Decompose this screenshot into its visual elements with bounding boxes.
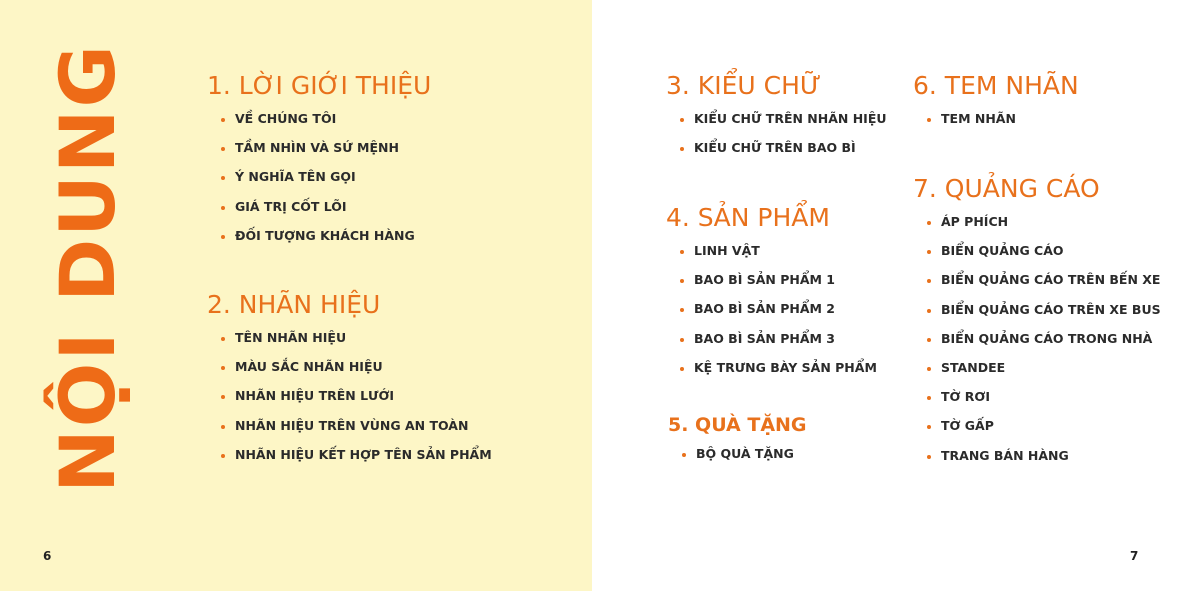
list-item-label: BIỂN QUẢNG CÁO: [941, 243, 1064, 259]
bullet: [221, 176, 225, 180]
bullet: [221, 118, 225, 122]
list-item: [913, 212, 1161, 241]
list-item: [207, 167, 431, 196]
section-1: [207, 71, 431, 255]
bullet: [927, 221, 931, 225]
section-heading: 5. QUÀ TẶNG: [668, 414, 807, 436]
bullet: [221, 454, 225, 458]
bullet: [680, 250, 684, 254]
list-item: [913, 416, 1161, 445]
list-item-label: TÊN NHÃN HIỆU: [235, 330, 347, 345]
list-item: [666, 109, 887, 138]
bullet: [680, 338, 684, 342]
list-item: [913, 358, 1161, 387]
list-item-label: BỘ QUÀ TẶNG: [696, 446, 794, 461]
bullet: [680, 367, 684, 371]
bullet: [927, 279, 931, 283]
list-item-label: BIỂN QUẢNG CÁO TRÊN BẾN XE: [941, 272, 1161, 288]
bullet: [680, 279, 684, 283]
section-heading: 1. LỜI GIỚI THIỆU: [207, 71, 432, 100]
list-item: [207, 416, 492, 445]
list-item-label: KIỂU CHỮ TRÊN BAO BÌ: [694, 140, 856, 156]
section-7: [913, 174, 1161, 475]
section-4: [666, 203, 877, 387]
list-item: [207, 197, 431, 226]
list-item: [666, 299, 877, 328]
list-item: [207, 138, 431, 167]
list-item: [207, 386, 492, 415]
bullet: [927, 425, 931, 429]
list-item-label: NHÃN HIỆU TRÊN LƯỚI: [235, 388, 395, 404]
bullet: [927, 396, 931, 400]
list-item-label: TEM NHÃN: [941, 111, 1016, 126]
bullet: [221, 337, 225, 341]
list-item-label: LINH VẬT: [694, 243, 760, 258]
list-item-label: VỀ CHÚNG TÔI: [235, 111, 337, 126]
section-heading: 6. TEM NHÃN: [913, 71, 1079, 100]
bullet: [221, 366, 225, 370]
bullet: [927, 367, 931, 371]
section-heading: 3. KIỂU CHỮ: [666, 71, 822, 100]
list-item-label: NHÃN HIỆU KẾT HỢP TÊN SẢN PHẨM: [235, 446, 492, 462]
list-item: [913, 270, 1161, 299]
list-item-label: BAO BÌ SẢN PHẨM 1: [694, 272, 835, 288]
bullet: [221, 425, 225, 429]
contents-title: NỘI DUNG: [43, 43, 132, 493]
section-2: [207, 290, 492, 474]
list-item-label: TẦM NHÌN VÀ SỨ MỆNH: [235, 140, 399, 156]
bullet: [680, 118, 684, 122]
list-item-label: NHÃN HIỆU TRÊN VÙNG AN TOÀN: [235, 417, 469, 433]
list-item-label: BAO BÌ SẢN PHẨM 3: [694, 330, 835, 346]
section-heading: 7. QUẢNG CÁO: [913, 174, 1100, 203]
list-item-label: KỆ TRƯNG BÀY SẢN PHẨM: [694, 359, 877, 375]
list-item-label: ÁP PHÍCH: [941, 214, 1009, 229]
bullet: [927, 338, 931, 342]
list-item: [913, 300, 1161, 329]
list-item-label: BIỂN QUẢNG CÁO TRÊN XE BUS: [941, 301, 1161, 317]
bullet: [927, 118, 931, 122]
bullet: [927, 250, 931, 254]
section-heading: 4. SẢN PHẨM: [666, 203, 830, 232]
bullet: [221, 206, 225, 210]
section-5: [668, 412, 807, 473]
list-item: [913, 446, 1161, 475]
page-number-left: 6: [43, 549, 52, 563]
list-item-label: BIỂN QUẢNG CÁO TRONG NHÀ: [941, 330, 1153, 346]
list-item: [913, 387, 1161, 416]
list-item: [666, 241, 877, 270]
list-item: [666, 358, 877, 387]
list-item: [207, 357, 492, 386]
list-item: [207, 109, 431, 138]
list-item-label: ĐỐI TƯỢNG KHÁCH HÀNG: [235, 227, 415, 243]
list-item: [668, 444, 807, 473]
section-heading: 2. NHÃN HIỆU: [207, 290, 381, 319]
bullet: [221, 395, 225, 399]
bullet: [680, 308, 684, 312]
list-item: [666, 270, 877, 299]
list-item: [207, 226, 431, 255]
section-3: [666, 71, 887, 167]
bullet: [682, 453, 686, 457]
bullet: [680, 147, 684, 151]
bullet: [221, 147, 225, 151]
list-item: [913, 241, 1161, 270]
list-item: [207, 445, 492, 474]
page-number-right: 7: [1130, 549, 1139, 563]
list-item-label: KIỂU CHỮ TRÊN NHÃN HIỆU: [694, 111, 887, 126]
section-6: [913, 71, 1079, 138]
bullet: [927, 309, 931, 313]
list-item: [207, 328, 492, 357]
list-item-label: TỜ RƠI: [941, 389, 990, 405]
list-item: [913, 329, 1161, 358]
list-item-label: TỜ GẤP: [941, 418, 994, 434]
bullet: [221, 235, 225, 239]
list-item-label: Ý NGHĨA TÊN GỌI: [235, 169, 356, 185]
list-item-label: TRANG BÁN HÀNG: [941, 447, 1069, 463]
list-item-label: STANDEE: [941, 359, 1006, 375]
list-item: [666, 329, 877, 358]
list-item: [666, 138, 887, 167]
list-item-label: GIÁ TRỊ CỐT LÕI: [235, 198, 347, 214]
list-item-label: BAO BÌ SẢN PHẨM 2: [694, 301, 835, 317]
list-item: [913, 109, 1079, 138]
list-item-label: MÀU SẮC NHÃN HIỆU: [235, 359, 383, 375]
bullet: [927, 455, 931, 459]
